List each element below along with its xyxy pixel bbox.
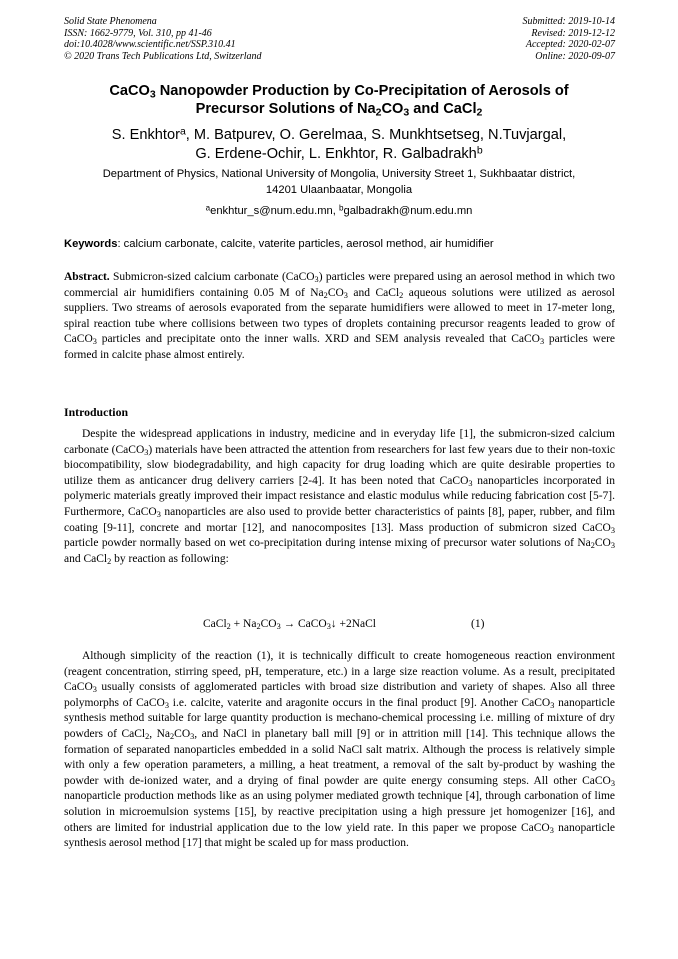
doi: doi:10.4028/www.scientific.net/SSP.310.41 [64,39,236,50]
keywords [64,237,616,251]
introduction-paragraph-2: Although simplicity of the reaction (1), it is technically difficult to create homogeneous reaction environment (reagent concentration, stirring speed, pH, temperature, etc.) in a large size reaction volume. As a result, precipitated CaCO$_3$ usually consists of agglomerated particles with broad size distribution and variety of shapes. Also all three polymorphs of CaCO$_3$ i.e. calcite, vaterite and aragonite occurs in the final product [9]. Another CaCO$_3$ nanoparticle synthesis method suitable for large quantity production is mechano-chemical processing i.e. milling of mixture of dry powders of CaCl$_2$, $Na_2CO_3$, and NaCl in planetary ball mill [9] or in attrition mill [14]. This technique allows the formation of separated nanoparticles embedded in a solid NaCl salt matrix. Although the process is relatively simple with only a few operation parameters, a milling, a heat treatment, a removal of the salt by-product by washing the powder with de-ionized water, and a drying of final powder are quite energy consuming steps. All other CaCO$_3$ nanoparticle production methods like as an using polymer mediated growth technique [4], through carbonation of lime solution in microemulsion systems [15], by reactive precipitation using a high pressure jet homogenizer [16], and others are limited for industrial application due to the low yield rate. In this paper we propose CaCO$_3$ nanoparticle synthesis aerosol method [17] that might be scaled up for mass production. [64,650,615,850]
paper-title [60,82,618,118]
revised-date: Revised: 2019-12-12 [531,27,615,39]
keywords-label: Keywords [64,238,118,250]
submitted-date: Submitted: 2019-10-14 [522,16,615,27]
keywords-text: : calcium carbonate, calcite, vaterite particles, aerosol method, air humidifier [117,238,494,250]
email-b: galbadrakh@num.edu.mn [343,205,473,217]
issn-volume: ISSN: 1662-9779, Vol. 310, pp 41-46 [64,27,212,39]
section-heading-introduction: Introduction [64,405,129,419]
journal-info [64,16,262,62]
authors-line-2: G. Erdene-Ochir, L. Enkhtor, R. Galbadrakh$^b$ [195,144,483,162]
author-emails: $^a$enkhtur_s@num.edu.mn, $^b$galbadrakh@num.edu.mn [205,203,473,217]
email-a: enkhtur_s@num.edu.mn, [210,205,339,217]
abstract: Abstract. Submicron-sized calcium carbonate (CaCO$_3$) particles were prepared using an aerosol method in which two commercial air humidifiers containing 0.05 M of $Na_2CO_3$ and CaCl$_2$ aqueous solutions were utilized as aerosol suppliers. Two streams of aerosols evaporated from the separate humidifiers were allowed to meet in 17-meter long, spiral reaction tube where collisions between two types of droplets containing precursor reagents leaded to grow of CaCO$_3$ particles and precipitate onto the inner walls. XRD and SEM analysis revealed that CaCO$_3$ particles were formed in calcite phase almost entirely. [64,271,616,361]
affiliation [60,167,618,198]
introduction-paragraph-1: Despite the widespread applications in industry, medicine and in everyday life [1], the submicron-sized calcium carbonate (CaCO$_3$) materials have been attracted the attention from researchers for last few years due to their non-toxic biocompatibility, slow biodegradability, and high capacity for drug loading which are quite desirable properties to utilize them as anticancer drug delivery carriers [2-4]. It has been noted that CaCO$_3$ nanoparticles incorporated in polymeric materials greatly improved their impact resistance and elastic modulus while reducing fabrication cost [5-7]. Furthermore, CaCO$_3$ nanoparticles are also used to provide better characteristics of paints [8], paper, rubber, and film coating [9-11], concrete and mortar [12], and nanocomposites [13]. Mass production of submicron sized CaCO$_3$ particle powder normally based on wet co-precipitation during intense mixing of precursor water solutions of $Na_2CO_3$ and CaCl$_2$ by reaction as following: [64,428,616,566]
online-date: Online: 2020-09-07 [535,50,615,62]
title-line-2: Precursor Solutions of $Na_2CO_3$ and CaCl$_2$ [195,101,483,119]
abstract-label: Abstract. [64,271,110,283]
equation-expression: CaCl$_2$ + $Na_2CO_3$ → CaCO$_3$↓ +2NaCl [203,618,376,632]
copyright: © 2020 Trans Tech Publications Ltd, Switzerland [64,50,262,62]
journal-name: Solid State Phenomena [64,16,157,27]
authors-line-1: S. Enkhtor$^a$, M. Batpurev, O. Gerelmaa, S. Munkhtsetseg, N.Tuvjargal, [111,125,567,143]
publication-dates [523,16,616,62]
equation-number: (1) [471,618,485,630]
accepted-date: Accepted: 2020-02-07 [525,39,615,50]
affiliation-line-2: 14201 Ulaanbaatar, Mongolia [265,183,413,196]
author-list [60,126,618,164]
affiliation-line-1: Department of Physics, National University of Mongolia, University Street 1, Sukhbaatar district, [102,168,576,180]
title-line-1: CaCO$_3$ Nanopowder Production by Co-Precipitation of Aerosols of [109,83,569,101]
